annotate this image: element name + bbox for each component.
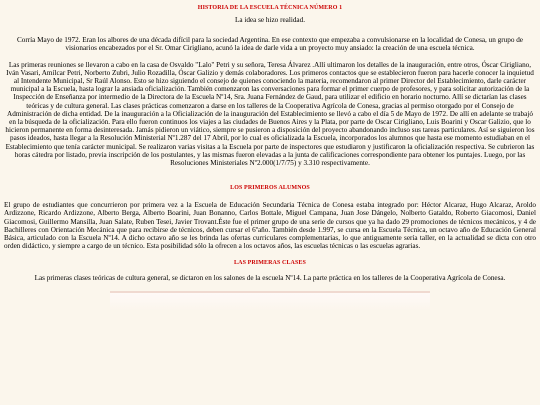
- photo-image: [110, 291, 429, 311]
- section-title-clases: LAS PRIMERAS CLASES: [234, 260, 306, 267]
- page-title: HISTORIA DE LA ESCUELA TÉCNICA NÚMERO 1: [197, 5, 343, 11]
- intro-paragraph: Corría Mayo de 1972. Eran los albores de una década difícil para la sociedad Argentina. En ese contexto que empezaba a convulsionarse en la localidad de Conesa, un grupo de visionarios encabezados por el Sr. Omar Cirigliano, acunó la idea de darle vida a un proyecto muy ansiado: la creación de una escuela técnica.: [16, 36, 523, 53]
- history-paragraph: Las primeras reuniones se llevaron a cabo en la casa de Osvaldo "Lalo" Petri y su señora, Teresa Álvarez .Allí ultimaron los detalles de la inauguración, entre otros, Óscar Cirigliano, Iván Vasari, Amílcar Petri, Norberto Zubri, Julio Rozadilla, Óscar Galizio y demás colaboradores. Los primeros contactos que se establecieron fueron para hacerle conocer la inquietud al Intendente Municipal, Sr Raúl Alonso. Esto se hizo siguiendo el consejo de quienes conociendo la materia, recomendaron al primer Director del Establecimiento, darle carácter municipal a la Escuela, hasta lograr la ansiada oficialización. También comenzaron las conversaciones para formar el primer cuerpo de profesores, y para solicitar autorización de la Inspección de Enseñanza por intermedio de la Directora de la Escuela Nº14, Sra. Juana Fernández de Gaud, para utilizar el edificio en horario nocturno. Allí se dictarían las clases teóricas y de cultura general. Las clases prácticas comenzaron a darse en los talleres de la Cooperativa Agrícola de Conesa, gracias al permiso otorgado por el Consejo de Administración de dicha entidad. De la inauguración a la Oficialización de la inauguración del Establecimiento se llevó a cabo el día 5 de Mayo de 1972. De allí en adelante se trabajó en la búsqueda de la oficialización. Para ello fueron continuos los viajes a las ciudades de Buenos Aires y la Plata, por parte de Oscar Cirigliano, Luis Boarini y Oscar Galizio, que lo hicieron permanente en forma desinteresada. Jamás pidieron un viático, siempre se pusieron a disposición del proyecto abandonando incluso sus tareas particulares. Así se siguieron los pasos ideados, hasta llegar a la Resolución Ministerial Nº1.287 del 17 Abril, por lo cual es oficializada la Escuela, incorporados los alumnos que hasta ese momento estudiaban en el Establecimiento que tenía carácter municipal. Se realizaron varias visitas a la Escuela por parte de inspectores que estudiaron y justificaron la oficialización respectiva. Se cubrieron las horas cátedra por listado, previa inscripción de los postulantes, y las mismas fueron elevadas a la junta de calificaciones correspondiente para obtener los puntajes. Luego, por las Resoluciones Ministeriales Nº2.000(1/7/75) y 3.310 respectivamente.: [5, 60, 535, 168]
- section-title-alumnos: LOS PRIMEROS ALUMNOS: [230, 185, 310, 192]
- alumnos-paragraph: El grupo de estudiantes que concurrieron por primera vez a la Escuela de Educación Secundaria Técnica de Conesa estaba integrado por: Héctor Alcaraz, Hugo Alcaraz, Aroldo Ardizzone, Ricardo Ardizzone, Alberto Berga, Alberto Boarini, Juan Bonanno, Carlos Bottale, Miguel Campana, Juan Jose Dángelo, Nolberto Gataldo, Roberto Giacomosi, Daniel Giacomosi, Guillermo Mansilla, Juan Salate, Ruben Tesei, Javier Trovant.Éste fue el primer grupo de una serie de cursos que ya ha dado 29 promociones de técnicos mecánicos, y 4 de Bachilleres con Orientación Mecánica que para recibirse de técnicos, deben cursar el 6ºaño. También desde 1.997, se cursa en la Escuela Técnica, un octavo año de Educación General Básica, articulado con la Escuela Nº14. A dicho octavo año se les brinda las ofertas curriculares complementarias, lo que antiguamente sería taller, en la actualidad se dicta con otro orden didáctico, y siempre a cargo de un técnico. Esta posibilidad sólo la ofrecen a los octavos años, las escuelas técnicas o las escuelas agrarias.: [4, 201, 536, 251]
- page-subtitle: La idea se hizo realidad.: [234, 16, 306, 24]
- clases-paragraph: Las primeras clases teóricas de cultura general, se dictaron en los salones de la escuela Nº14. La parte práctica en los talleres de la Cooperativa Agrícola de Conesa.: [34, 274, 506, 283]
- document-page: [4, 0, 536, 311]
